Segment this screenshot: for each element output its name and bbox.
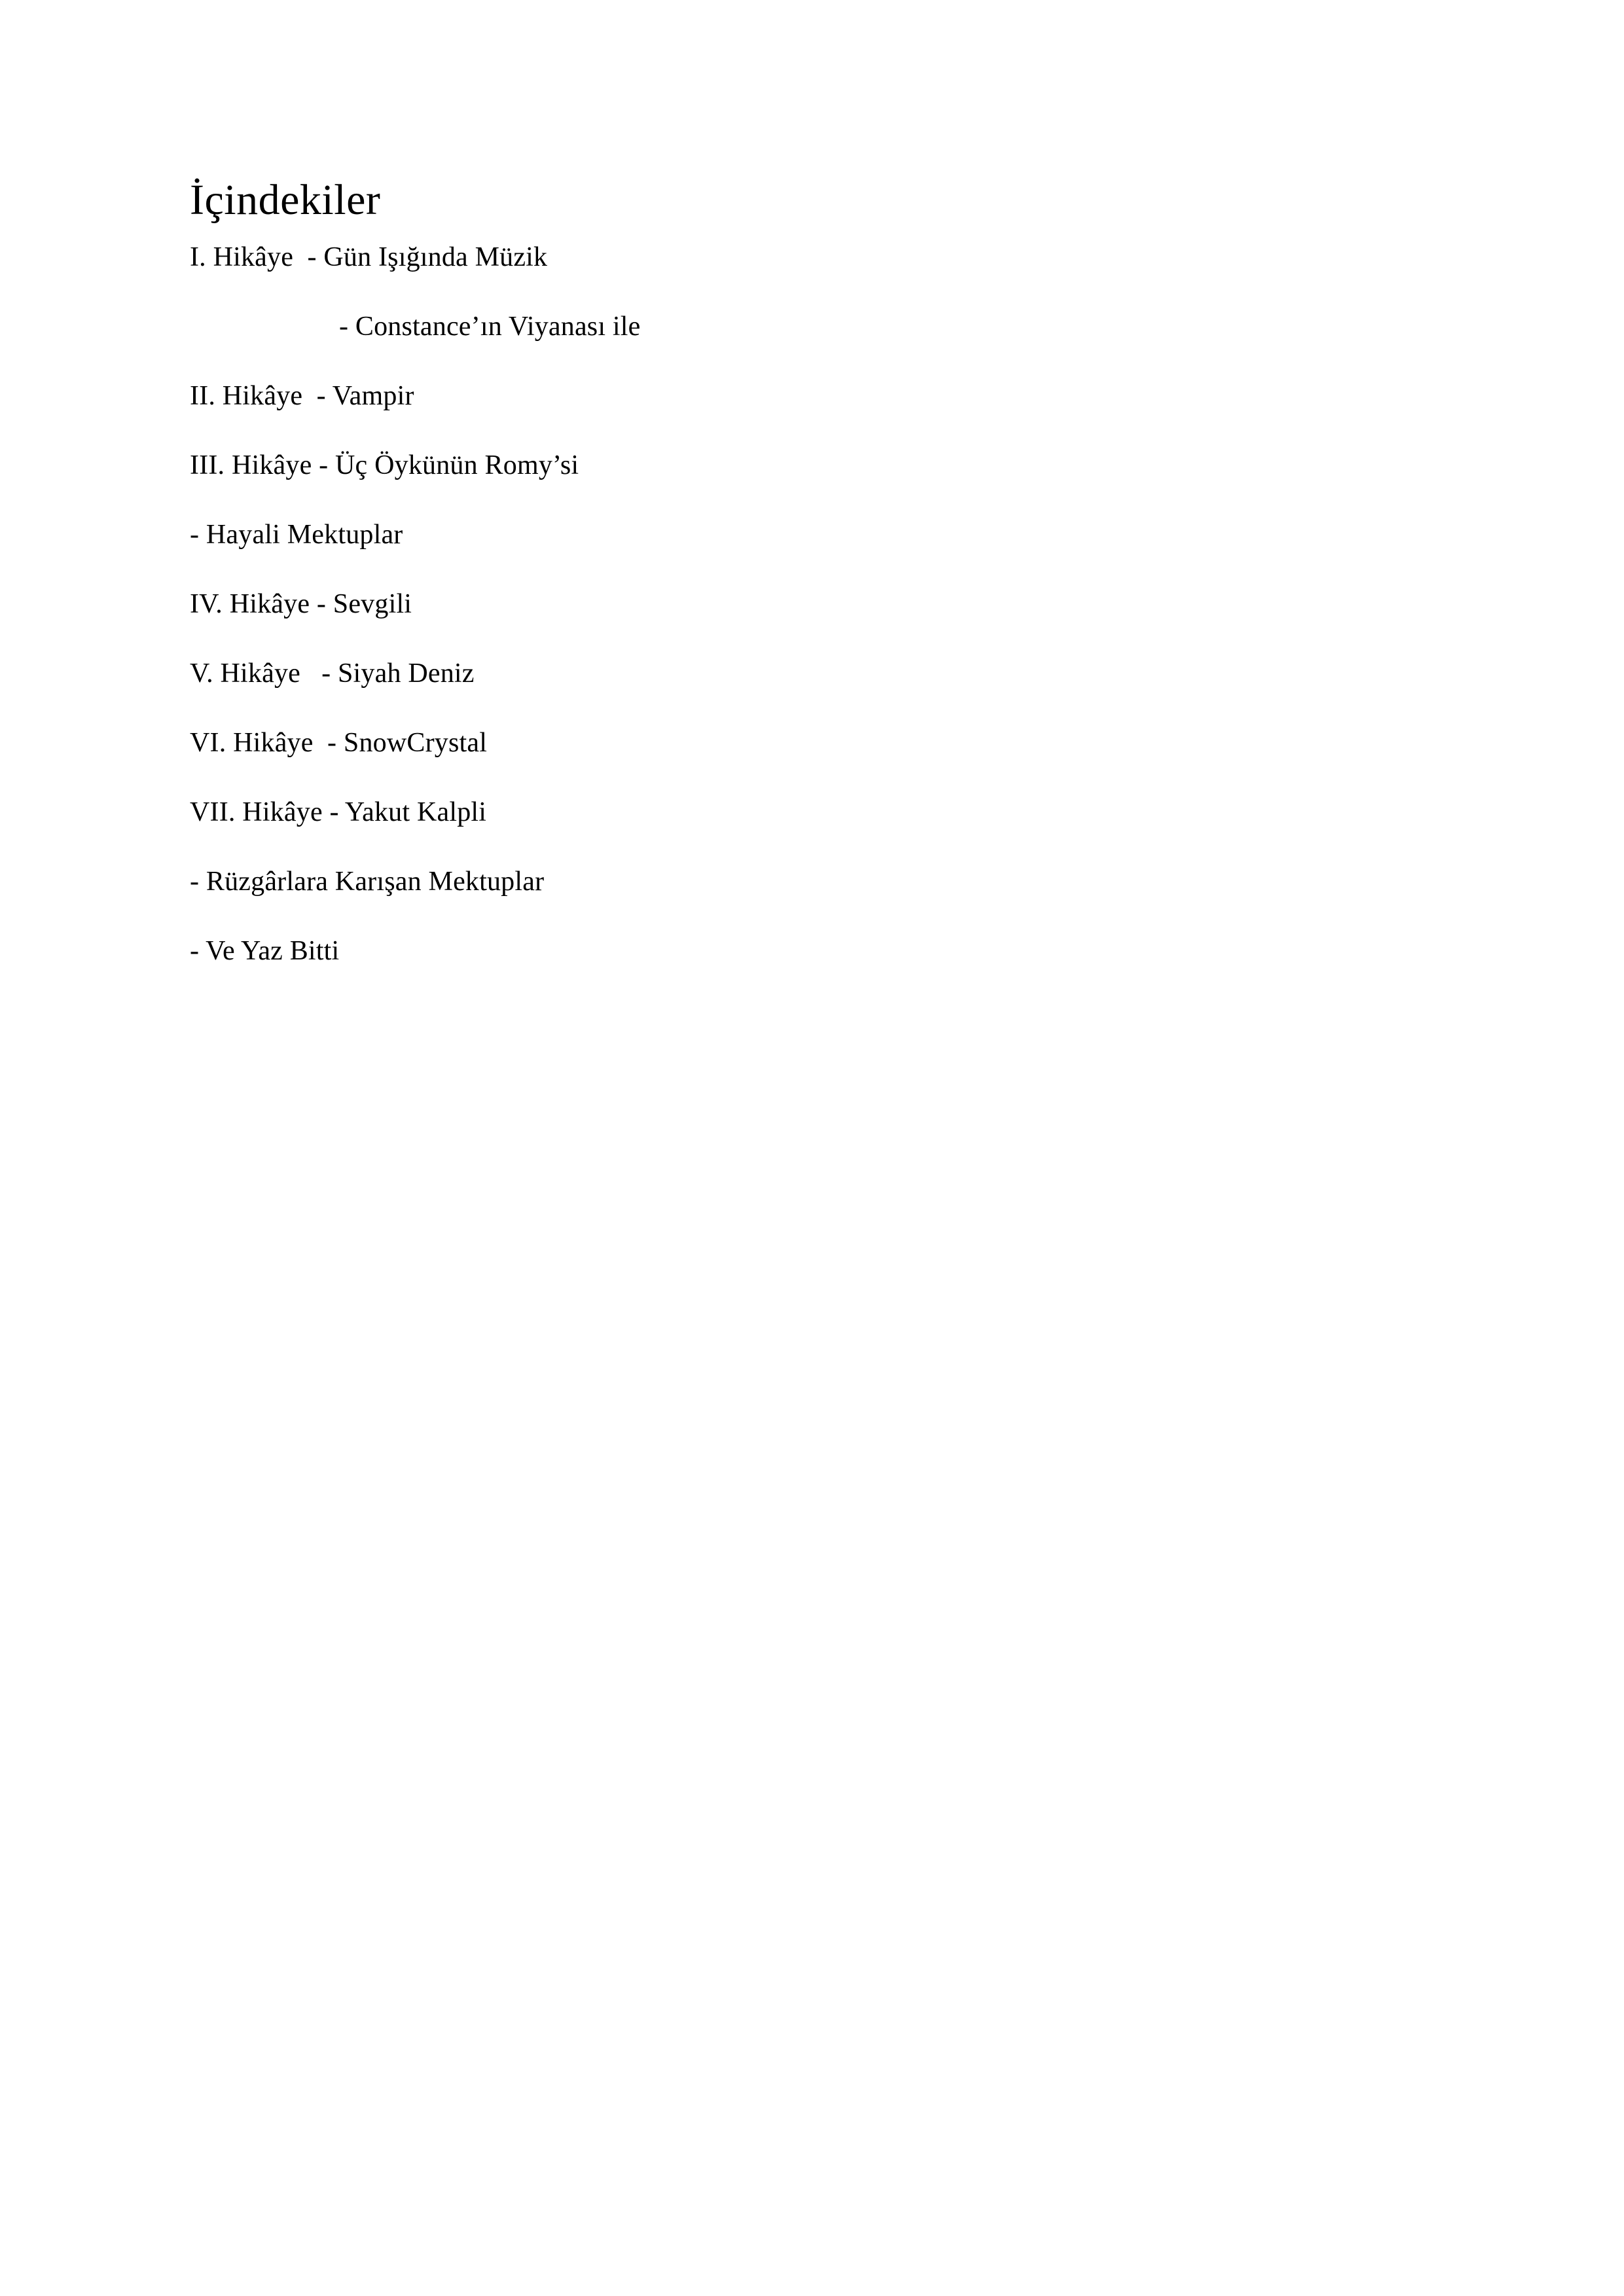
page-title: İçindekiler: [190, 176, 381, 224]
toc-entry[interactable]: VI. Hikâye - SnowCrystal: [190, 727, 488, 758]
table-of-contents: [190, 175, 1434, 1007]
toc-entry[interactable]: - Rüzgârlara Karışan Mektuplar: [190, 866, 545, 897]
toc-entry-list: [190, 243, 1434, 965]
toc-entry[interactable]: - Constance’ın Viyanası ile: [339, 311, 641, 342]
toc-entry[interactable]: V. Hikâye - Siyah Deniz: [190, 658, 475, 689]
toc-entry[interactable]: IV. Hikâye - Sevgili: [190, 588, 412, 619]
toc-entry[interactable]: III. Hikâye - Üç Öykünün Romy’si: [190, 450, 579, 480]
toc-entry[interactable]: I. Hikâye - Gün Işığında Müzik: [190, 242, 548, 272]
toc-entry[interactable]: II. Hikâye - Vampir: [190, 380, 414, 411]
toc-entry[interactable]: - Ve Yaz Bitti: [190, 935, 340, 966]
toc-entry[interactable]: VII. Hikâye - Yakut Kalpli: [190, 797, 487, 827]
toc-entry[interactable]: - Hayali Mektuplar: [190, 519, 403, 550]
